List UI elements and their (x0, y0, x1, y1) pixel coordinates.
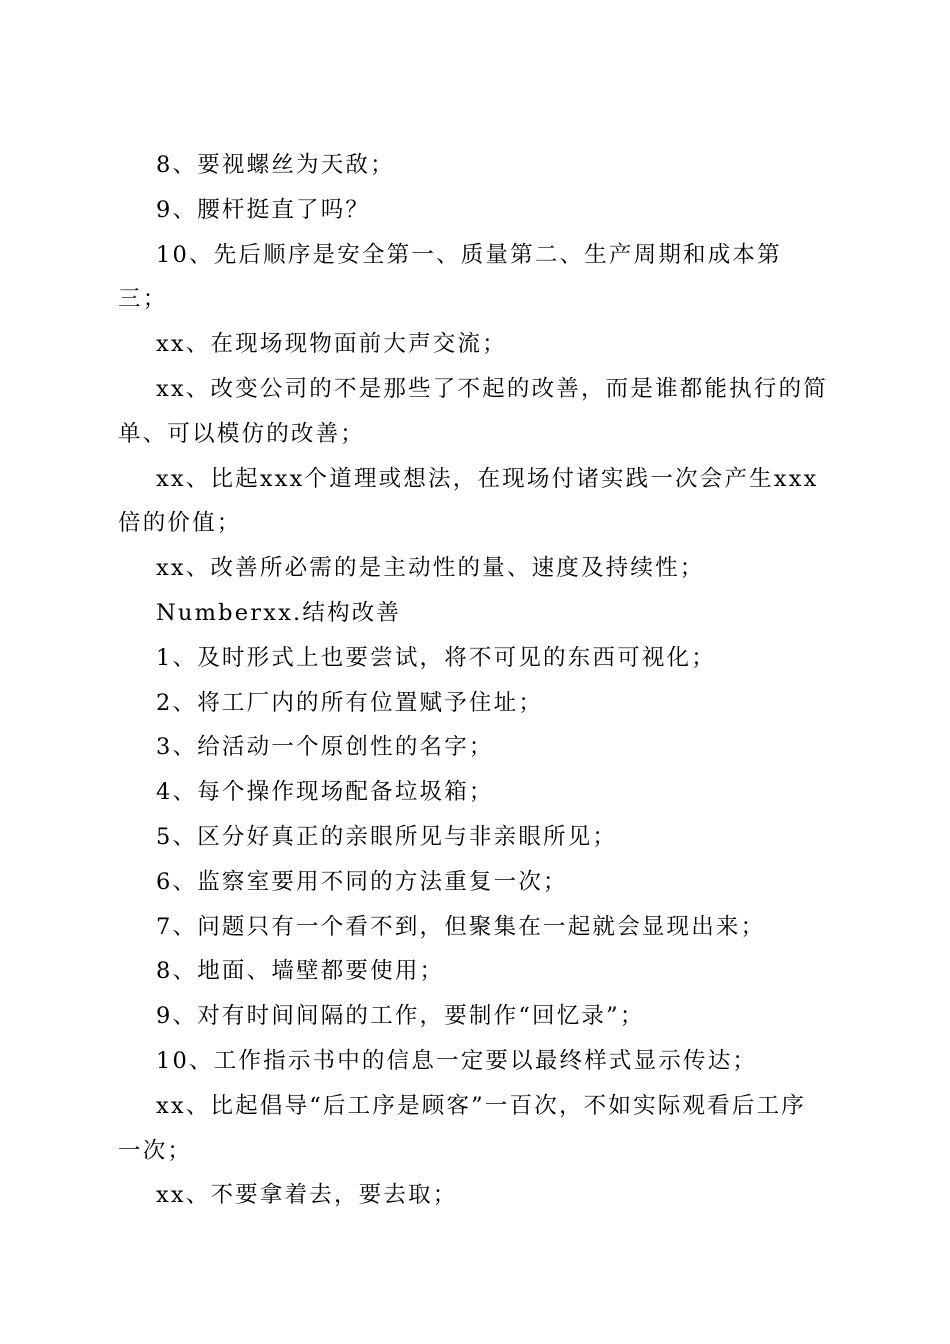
paragraph: 8、地面、墙壁都要使用； (156, 958, 445, 985)
paragraph: 10、先后顺序是安全第一、质量第二、生产周期和成本第三； (118, 241, 782, 313)
paragraph: 6、监察室要用不同的方法重复一次； (156, 868, 568, 895)
paragraph: xx、比起倡导“后工序是顾客”一百次，不如实际观看后工序一次； (118, 1092, 806, 1164)
paragraph: xx、比起xxx个道理或想法，在现场付诸实践一次会产生xxx倍的价值； (118, 465, 819, 537)
section-heading: Numberxx.结构改善 (156, 599, 402, 626)
paragraph: xx、改善所必需的是主动性的量、速度及持续性； (156, 555, 705, 582)
paragraph: 3、给活动一个原创性的名字； (156, 734, 494, 761)
document-body (118, 143, 828, 1218)
paragraph: 9、对有时间间隔的工作，要制作“回忆录”； (156, 1003, 645, 1030)
paragraph: 8、要视螺丝为天敌； (156, 152, 395, 178)
paragraph: xx、不要拿着去，要去取； (156, 1182, 458, 1209)
paragraph: 4、每个操作现场配备垃圾箱； (156, 779, 494, 806)
paragraph: 9、腰杆挺直了吗？ (156, 196, 371, 223)
paragraph: 10、工作指示书中的信息一定要以最终样式显示传达； (156, 1047, 758, 1074)
paragraph: 1、及时形式上也要尝试，将不可见的东西可视化； (156, 644, 716, 671)
paragraph: 7、问题只有一个看不到，但聚集在一起就会显现出来； (156, 913, 766, 940)
paragraph: 5、区分好真正的亲眼所见与非亲眼所见； (156, 823, 618, 850)
paragraph: 2、将工厂内的所有位置赋予住址； (156, 689, 544, 716)
paragraph: xx、改变公司的不是那些了不起的改善，而是谁都能执行的简单、可以模仿的改善； (118, 375, 828, 447)
paragraph: xx、在现场现物面前大声交流； (156, 331, 507, 358)
